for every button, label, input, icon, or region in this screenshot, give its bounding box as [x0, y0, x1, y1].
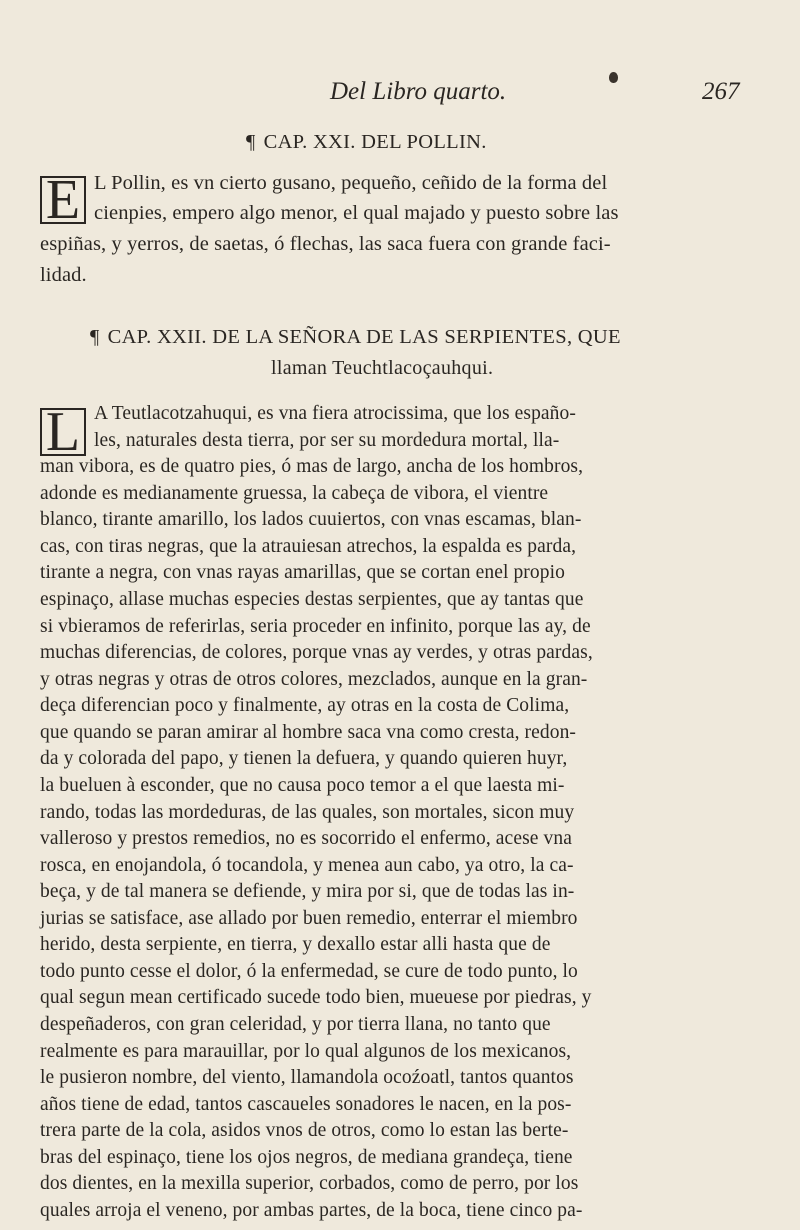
text-line: trera parte de la cola, asidos vnos de otros, como lo estan las berte- [40, 1120, 569, 1141]
text-line: beça, y de tal manera se defiende, y mira por si, que de todas las in- [40, 881, 575, 902]
text-line: años tiene de edad, tantos cascaueles sonadores le nacen, en la pos- [40, 1094, 572, 1115]
text-line: adonde es medianamente gruessa, la cabeça de vibora, el vientre [40, 483, 549, 504]
text-line: A Teutlacotzahuqui, es vna fiera atrocissima, que los españo- [94, 403, 576, 424]
text-line: rosca, en enojandola, ó tocandola, y menea aun cabo, ya otro, la ca- [40, 855, 574, 876]
text-line: deça diferencian poco y finalmente, ay otras en la costa de Colima, [40, 695, 570, 716]
drop-cap: L [40, 408, 86, 456]
text-line: que quando se paran amirar al hombre saca vna como cresta, redon- [40, 722, 577, 743]
text-line: man vibora, es de quatro pies, ó mas de largo, ancha de los hombros, [40, 456, 584, 477]
chapter-heading-continuation: llaman Teuchtlacoçauhqui. [271, 357, 494, 379]
text-line: tirante a negra, con vnas rayas amarillas, que se cortan enel propio [40, 562, 565, 583]
pilcrow: ¶ [90, 326, 100, 348]
text-line: lidad. [40, 264, 87, 286]
pilcrow: ¶ [246, 131, 256, 153]
chapter-heading [90, 326, 621, 349]
text-line: qual segun mean certificado sucede todo bien, mueuese por piedras, y [40, 987, 592, 1008]
text-line: todo punto cesse el dolor, ó la enfermedad, se cure de todo punto, lo [40, 961, 578, 982]
text-line: L Pollin, es vn cierto gusano, pequeño, ceñido de la forma del [94, 172, 608, 194]
text-line: muchas diferencias, de colores, porque vnas ay verdes, y otras pardas, [40, 642, 593, 663]
text-line: jurias se satisface, ase allado por buen remedio, enterrar el miembro [40, 908, 578, 929]
text-line: blanco, tirante amarillo, los lados cuuiertos, con vnas escamas, blan- [40, 509, 582, 530]
text-line: bras del espinaço, tiene los ojos negros, de mediana grandeça, tiene [40, 1147, 573, 1168]
text-line: cienpies, empero algo menor, el qual majado y puesto sobre las [94, 202, 619, 224]
text-line: espinaço, allase muchas especies destas serpientes, que ay tantas que [40, 589, 584, 610]
text-line: les, naturales desta tierra, por ser su mordedura mortal, lla- [94, 430, 560, 451]
chapter-heading-text: CAP. XXI. DEL POLLIN. [263, 131, 487, 153]
running-header-title: Del Libro quarto. [330, 78, 507, 105]
text-line: le pusieron nombre, del viento, llamandola ocoźoatl, tantos quantos [40, 1067, 574, 1088]
text-line: la bueluen à esconder, que no causa poco temor a el que laesta mi- [40, 775, 565, 796]
chapter-heading-text: CAP. XXII. DE LA SEÑORA DE LAS SERPIENTES, QUE [107, 326, 621, 348]
drop-cap: E [40, 176, 86, 224]
text-line: valleroso y prestos remedios, no es socorrido el enfermo, acese vna [40, 828, 572, 849]
text-line: cas, con tiras negras, que la atrauiesan atrechos, la espalda es parda, [40, 536, 577, 557]
text-line: si vbieramos de referirlas, seria proceder en infinito, porque las ay, de [40, 616, 591, 637]
ink-speck [609, 72, 618, 83]
text-line: y otras negras y otras de otros colores, mezclados, aunque en la gran- [40, 669, 588, 690]
chapter-heading [246, 131, 487, 154]
text-line: da y colorada del papo, y tienen la defuera, y quando quieren huyr, [40, 748, 568, 769]
page-number: 267 [702, 78, 740, 105]
text-line: quales arroja el veneno, por ambas partes, de la boca, tiene cinco pa- [40, 1200, 583, 1221]
text-line: despeñaderos, con gran celeridad, y por tierra llana, no tanto que [40, 1014, 551, 1035]
text-line: realmente es para marauillar, por lo qual algunos de los mexicanos, [40, 1041, 572, 1062]
text-line: espiñas, y yerros, de saetas, ó flechas, las saca fuera con grande faci- [40, 233, 611, 255]
text-line: rando, todas las mordeduras, de las quales, son mortales, sicon muy [40, 802, 575, 823]
text-line: dos dientes, en la mexilla superior, corbados, como de perro, por los [40, 1173, 579, 1194]
text-line: herido, desta serpiente, en tierra, y dexallo estar alli hasta que de [40, 934, 551, 955]
